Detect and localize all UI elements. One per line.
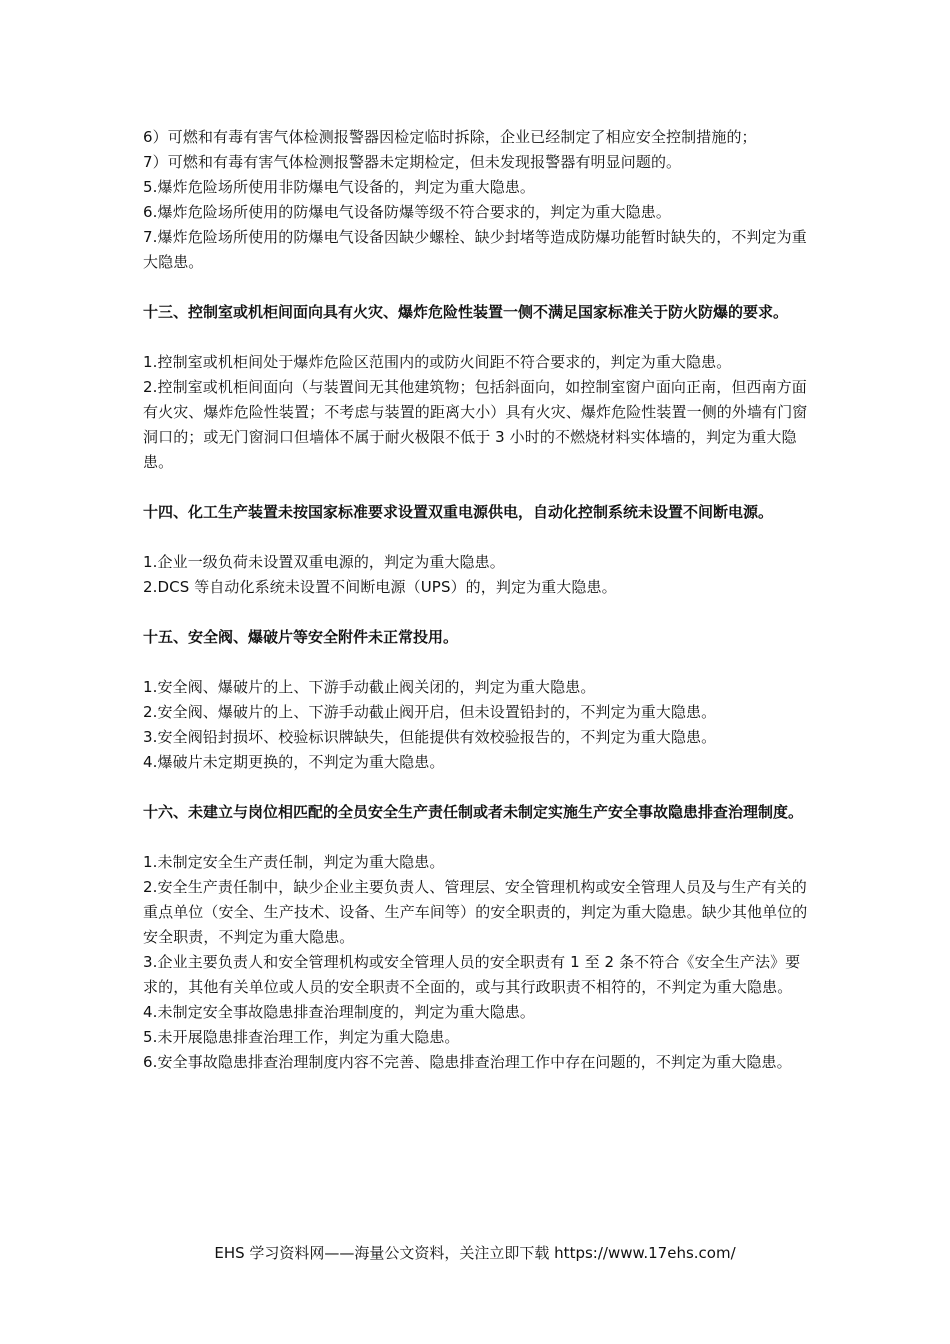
section-heading: 十五、安全阀、爆破片等安全附件未正常投用。 [143,628,459,646]
paragraph: 1.安全阀、爆破片的上、下游手动截止阀关闭的，判定为重大隐患。 [143,678,596,696]
section-heading: 十六、未建立与岗位相匹配的全员安全生产责任制或者未制定实施生产安全事故隐患排查治理制度。 [143,803,804,821]
paragraph: 7）可燃和有毒有害气体检测报警器未定期检定，但未发现报警器有明显问题的。 [143,153,682,171]
paragraph: 1.企业一级负荷未设置双重电源的，判定为重大隐患。 [143,553,505,571]
paragraph: 2.DCS 等自动化系统未设置不间断电源（UPS）的，判定为重大隐患。 [143,578,617,596]
paragraph: 2.控制室或机柜间面向（与装置间无其他建筑物；包括斜面向，如控制室窗户面向正南，但西南方面有火灾、爆炸危险性装置；不考虑与装置的距离大小）具有火灾、爆炸危险性装置一侧的外墙有门窗洞口的；或无门窗洞口但墙体不属于耐火极限不低于 3 小时的不燃烧材料实体墙的，判定为重大隐患。 [143,378,808,471]
paragraph: 2.安全阀、爆破片的上、下游手动截止阀开启，但未设置铅封的，不判定为重大隐患。 [143,703,717,721]
paragraph: 3.企业主要负责人和安全管理机构或安全管理人员的安全职责有 1 至 2 条不符合《安全生产法》要求的，其他有关单位或人员的安全职责不全面的，或与其行政职责不相符的，不判定为重大隐患。 [143,953,801,996]
paragraph: 3.安全阀铅封损坏、校验标识牌缺失，但能提供有效校验报告的，不判定为重大隐患。 [143,728,717,746]
document-body [143,125,811,1075]
section-heading: 十三、控制室或机柜间面向具有火灾、爆炸危险性装置一侧不满足国家标准关于防火防爆的要求。 [143,303,789,321]
paragraph: 7.爆炸危险场所使用的防爆电气设备因缺少螺栓、缺少封堵等造成防爆功能暂时缺失的，不判定为重大隐患。 [143,228,807,271]
paragraph: 5.未开展隐患排查治理工作，判定为重大隐患。 [143,1028,460,1046]
paragraph: 2.安全生产责任制中，缺少企业主要负责人、管理层、安全管理机构或安全管理人员及与生产有关的重点单位（安全、生产技术、设备、生产车间等）的安全职责的，判定为重大隐患。缺少其他单位的安全职责，不判定为重大隐患。 [143,878,808,946]
page-footer: EHS 学习资料网——海量公文资料，关注立即下载 https://www.17ehs.com/ [214,1244,736,1262]
paragraph: 4.爆破片未定期更换的，不判定为重大隐患。 [143,753,445,771]
section-heading: 十四、化工生产装置未按国家标准要求设置双重电源供电，自动化控制系统未设置不间断电源。 [143,503,774,521]
paragraph: 5.爆炸危险场所使用非防爆电气设备的，判定为重大隐患。 [143,178,536,196]
paragraph: 4.未制定安全事故隐患排查治理制度的，判定为重大隐患。 [143,1003,536,1021]
paragraph: 1.控制室或机柜间处于爆炸危险区范围内的或防火间距不符合要求的，判定为重大隐患。 [143,353,732,371]
paragraph: 1.未制定安全生产责任制，判定为重大隐患。 [143,853,445,871]
paragraph: 6.安全事故隐患排查治理制度内容不完善、隐患排查治理工作中存在问题的，不判定为重大隐患。 [143,1053,792,1071]
paragraph: 6.爆炸危险场所使用的防爆电气设备防爆等级不符合要求的，判定为重大隐患。 [143,203,671,221]
paragraph: 6）可燃和有毒有害气体检测报警器因检定临时拆除，企业已经制定了相应安全控制措施的； [143,128,757,146]
